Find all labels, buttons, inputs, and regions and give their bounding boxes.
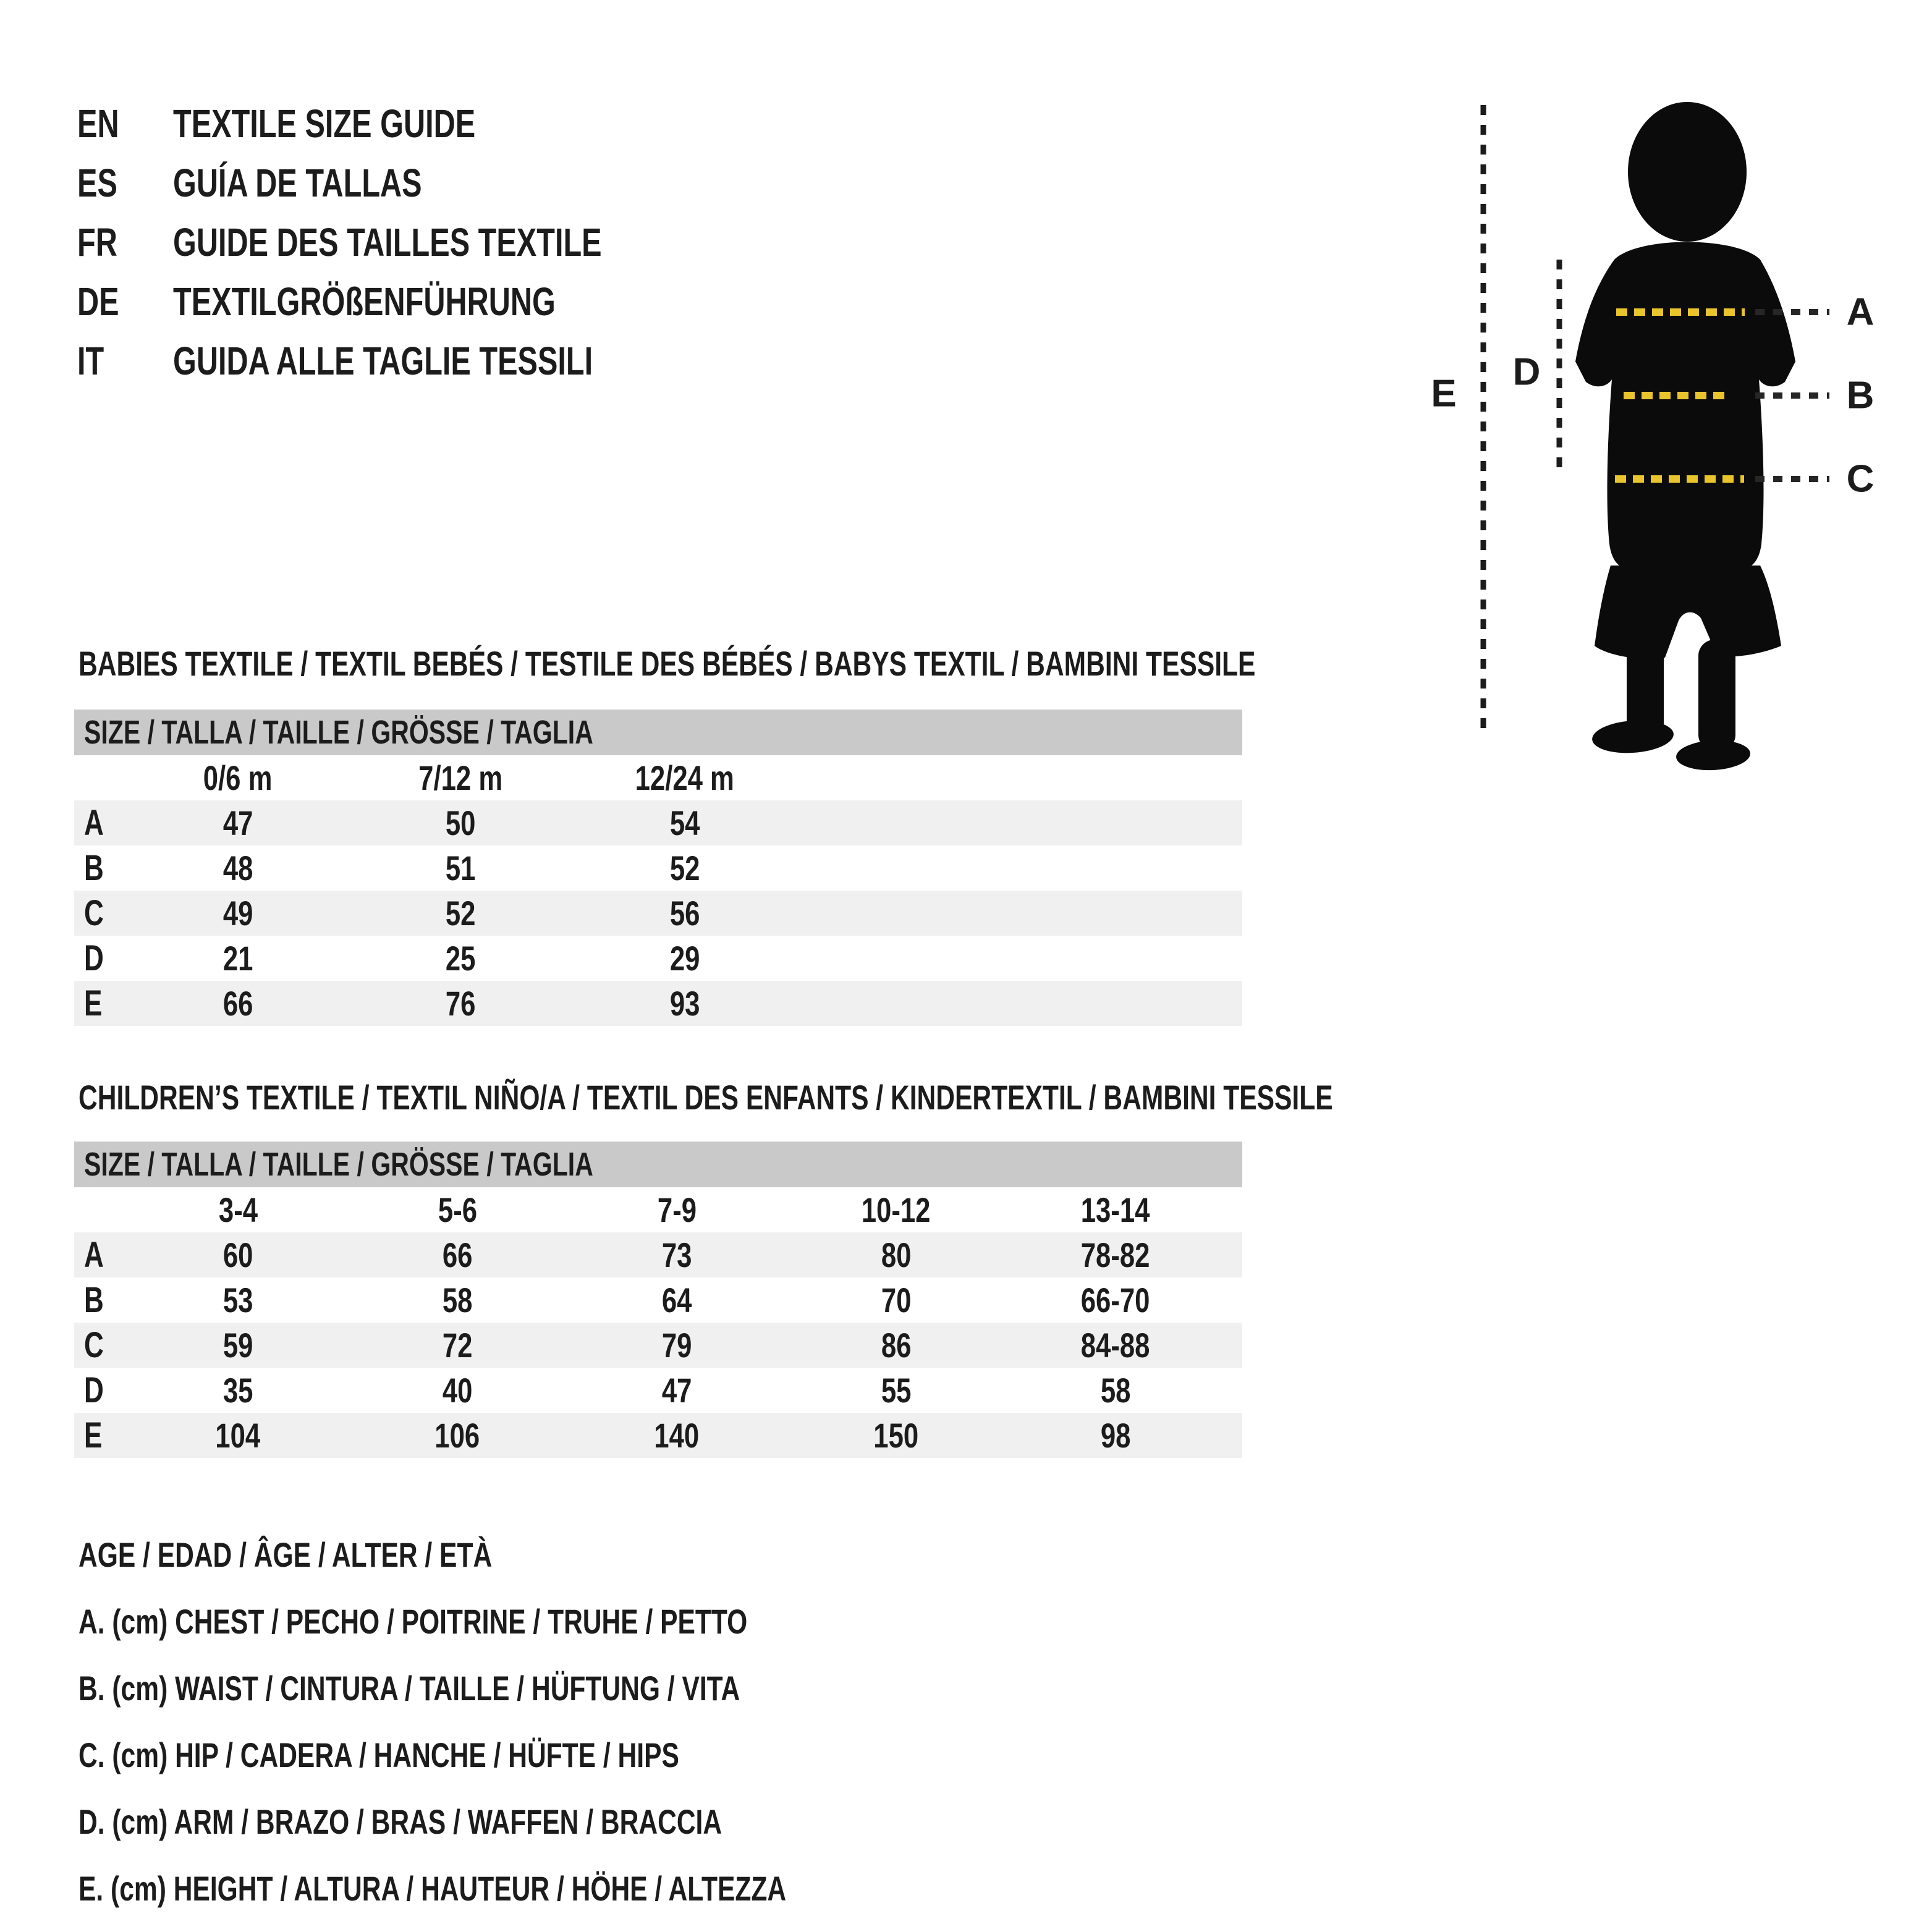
guide-title: GUIDA ALLE TAGLIE TESSILI <box>173 339 593 383</box>
row-label: B <box>84 848 104 888</box>
row-label: A <box>84 803 104 843</box>
row-label: D <box>84 1370 104 1410</box>
guide-title: TEXTILE SIZE GUIDE <box>173 101 476 146</box>
table-row <box>74 1232 1242 1277</box>
language-row <box>77 331 726 391</box>
table-cell: 70 <box>881 1281 912 1320</box>
table-cell: 104 <box>215 1416 261 1455</box>
row-label: E <box>84 1415 103 1455</box>
language-row <box>77 94 571 153</box>
table-size-header: SIZE / TALLA / TAILLE / GRÖSSE / TAGLIA <box>74 1142 1242 1187</box>
table-column-header-row <box>74 755 1242 800</box>
table-cell: 51 <box>445 849 476 888</box>
figure-label-D: D <box>1512 350 1541 394</box>
legend-waist-line: B. (cm) WAIST / CINTURA / TAILLE / HÜFTUNG / VITA <box>78 1668 740 1708</box>
children-section-title: CHILDREN’S TEXTILE / TEXTIL NIÑO/A / TEXTIL DES ENFANTS / KINDERTEXTIL / BAMBINI TESSILE <box>78 1077 1333 1117</box>
table-cell: 64 <box>661 1281 692 1320</box>
table-cell: 50 <box>445 803 476 842</box>
guide-title: GUÍA DE TALLAS <box>173 161 422 205</box>
table-row <box>74 1368 1242 1413</box>
legend-arm-line: D. (cm) ARM / BRAZO / BRAS / WAFFEN / BRACCIA <box>78 1802 722 1841</box>
table-cell: 58 <box>1100 1371 1131 1410</box>
column-header: 3-4 <box>218 1190 258 1229</box>
table-cell: 52 <box>445 894 476 933</box>
table-cell: 53 <box>222 1281 253 1320</box>
table-cell: 55 <box>881 1371 912 1410</box>
language-code: ES <box>77 161 117 205</box>
language-code: IT <box>77 339 104 383</box>
figure-label-C: C <box>1846 457 1875 501</box>
table-cell: 40 <box>442 1371 473 1410</box>
row-label: D <box>84 938 104 978</box>
table-cell: 80 <box>881 1235 912 1274</box>
table-row <box>74 800 1242 845</box>
table-cell: 56 <box>669 894 700 933</box>
table-row <box>74 845 1242 891</box>
table-row <box>74 936 1242 981</box>
table-cell: 86 <box>881 1326 912 1365</box>
column-header: 7/12 m <box>418 758 502 797</box>
table-cell: 78-82 <box>1081 1235 1150 1274</box>
table-cell: 54 <box>669 803 700 842</box>
table-cell: 79 <box>661 1326 692 1365</box>
table-cell: 60 <box>222 1235 253 1274</box>
table-row <box>74 1323 1242 1368</box>
language-code: DE <box>77 279 119 324</box>
table-cell: 106 <box>434 1416 480 1455</box>
figure-label-A: A <box>1846 290 1875 334</box>
table-cell: 72 <box>442 1326 473 1365</box>
column-header: 12/24 m <box>635 758 735 797</box>
table-row <box>74 981 1242 1026</box>
table-cell: 93 <box>669 984 700 1023</box>
figure-label-B: B <box>1846 374 1875 417</box>
row-label: A <box>84 1235 104 1275</box>
legend-chest-line: A. (cm) CHEST / PECHO / POITRINE / TRUHE / PETTO <box>78 1601 748 1641</box>
table-row <box>74 1413 1242 1458</box>
guide-title: GUIDE DES TAILLES TEXTILE <box>173 220 602 265</box>
table-cell: 150 <box>873 1416 919 1455</box>
table-cell: 52 <box>669 849 700 888</box>
table-cell: 58 <box>442 1281 473 1320</box>
table-cell: 140 <box>654 1416 700 1455</box>
table-cell: 84-88 <box>1081 1326 1150 1365</box>
babies-size-table <box>74 710 1242 1026</box>
table-cell: 47 <box>222 803 253 842</box>
language-row <box>77 272 676 331</box>
row-label: E <box>84 983 103 1023</box>
row-label: C <box>84 1325 104 1365</box>
guide-title: TEXTILGRÖßENFÜHRUNG <box>173 279 556 324</box>
babies-section-title: BABIES TEXTILE / TEXTIL BEBÉS / TESTILE DES BÉBÉS / BABYS TEXTIL / BAMBINI TESSILE <box>78 643 1256 683</box>
column-header: 0/6 m <box>203 758 273 797</box>
language-code: EN <box>77 101 119 146</box>
table-cell: 48 <box>222 849 253 888</box>
table-cell: 29 <box>669 939 700 978</box>
table-cell: 66 <box>222 984 253 1023</box>
legend-hip-line: C. (cm) HIP / CADERA / HANCHE / HÜFTE / HIPS <box>78 1735 679 1774</box>
table-size-header: SIZE / TALLA / TAILLE / GRÖSSE / TAGLIA <box>74 710 1242 755</box>
table-row <box>74 1277 1242 1323</box>
children-size-table <box>74 1142 1242 1458</box>
row-label: C <box>84 893 104 933</box>
table-cell: 21 <box>222 939 253 978</box>
language-row <box>77 213 737 272</box>
table-cell: 66 <box>442 1235 473 1274</box>
table-cell: 47 <box>661 1371 692 1410</box>
table-cell: 98 <box>1100 1416 1131 1455</box>
column-header: 13-14 <box>1081 1190 1150 1229</box>
figure-label-E: E <box>1431 372 1457 415</box>
legend-age-line: AGE / EDAD / ÂGE / ALTER / ETÀ <box>78 1535 493 1574</box>
table-cell: 25 <box>445 939 476 978</box>
column-header: 5-6 <box>438 1190 477 1229</box>
table-column-header-row <box>74 1187 1242 1232</box>
row-label: B <box>84 1280 104 1320</box>
table-cell: 35 <box>222 1371 253 1410</box>
language-code: FR <box>77 220 117 265</box>
table-cell: 66-70 <box>1081 1281 1150 1320</box>
table-cell: 73 <box>661 1235 692 1274</box>
column-header: 10-12 <box>862 1190 931 1229</box>
table-cell: 49 <box>222 894 253 933</box>
language-row <box>77 153 501 213</box>
column-header: 7-9 <box>657 1190 697 1229</box>
table-cell: 76 <box>445 984 476 1023</box>
legend-height-line: E. (cm) HEIGHT / ALTURA / HAUTEUR / HÖHE / ALTEZZA <box>78 1868 787 1908</box>
table-cell: 59 <box>222 1326 253 1365</box>
table-row <box>74 891 1242 936</box>
